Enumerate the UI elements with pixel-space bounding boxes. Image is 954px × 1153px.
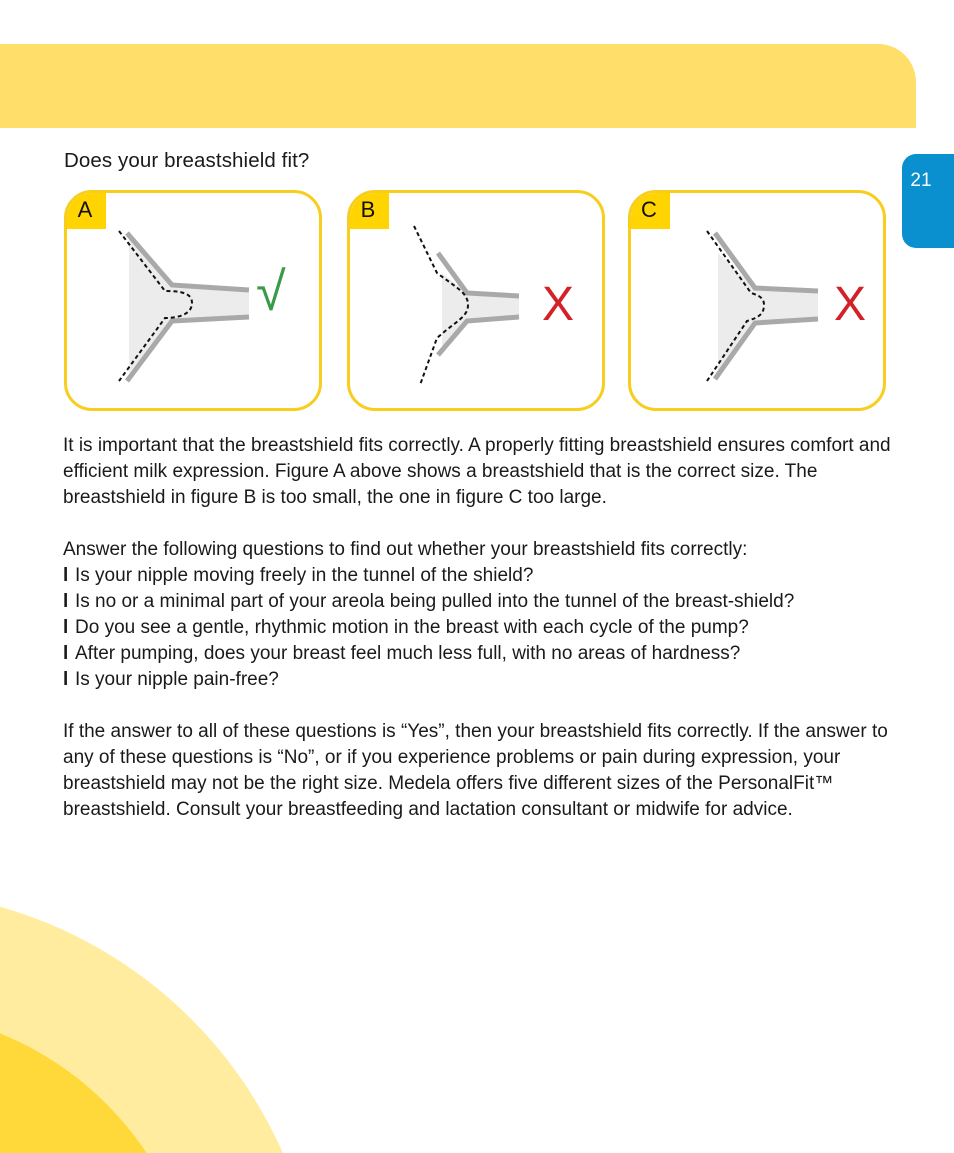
body-text (63, 433, 893, 823)
header-band (0, 44, 916, 128)
question-item: l After pumping, does your breast feel much less full, with no areas of hardness? (63, 641, 893, 667)
page-title: Does your breastshield fit? (64, 149, 310, 172)
question-item: l Is your nipple moving freely in the tunnel of the shield? (63, 563, 893, 589)
question-list (63, 563, 893, 693)
figure-a-check-icon: √ (256, 262, 286, 322)
figure-c-label: C (628, 190, 670, 229)
figure-c-cross-icon: X (834, 278, 867, 331)
page-number: 21 (910, 170, 932, 191)
question-item: l Is no or a minimal part of your areola being pulled into the tunnel of the breast-shield? (63, 589, 893, 615)
page-number-tab (902, 154, 954, 248)
question-item: l Is your nipple pain-free? (63, 667, 893, 693)
question-item: l Do you see a gentle, rhythmic motion in the breast with each cycle of the pump? (63, 615, 893, 641)
figure-b-label: B (347, 190, 389, 229)
figure-a-label: A (64, 190, 106, 229)
intro-paragraph: It is important that the breastshield fits correctly. A properly fitting breastshield ensures comfort and efficient milk expression. Figure A above shows a breastshield that is the correct size. The breastshield in figure B is too small, the one in figure C too large. (63, 435, 891, 508)
figure-b-cross-icon: X (542, 278, 575, 331)
closing-paragraph: If the answer to all of these questions is “Yes”, then your breastshield fits correctly. If the answer to any of these questions is “No”, or if you experience problems or pain during expression, your breastshield may not be the right size. Medela offers five different sizes of the PersonalFit™ breastshield. Consult your breastfeeding and lactation consultant or midwife for advice. (63, 721, 888, 820)
questions-intro: Answer the following questions to find out whether your breastshield fits correctly: (63, 539, 748, 560)
